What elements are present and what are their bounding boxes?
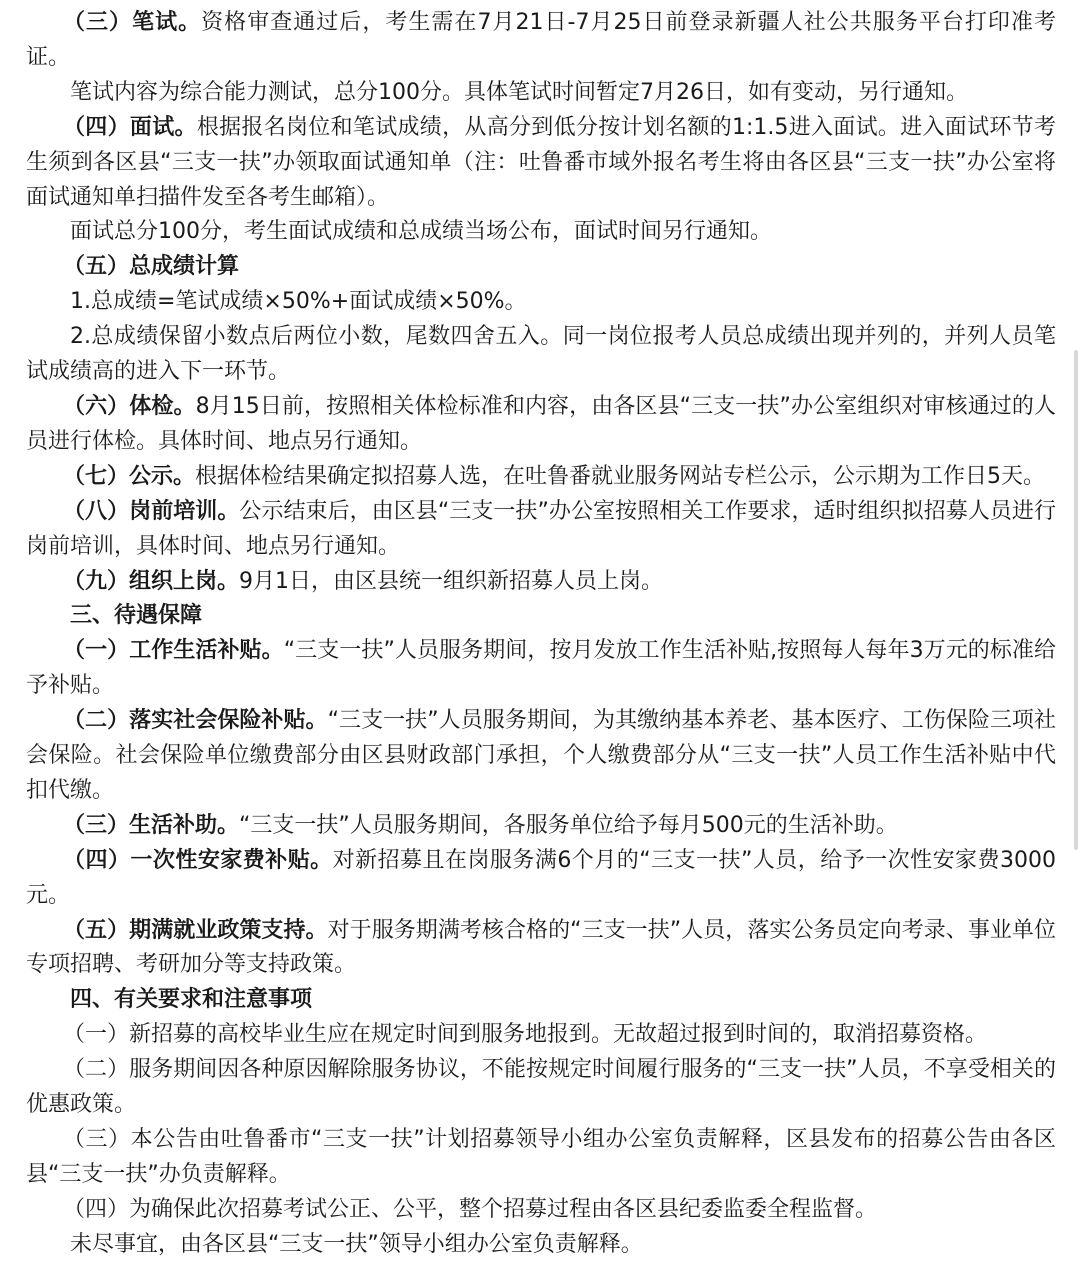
section-total-score [26, 250, 1056, 285]
paragraph-employment-support [26, 914, 1056, 984]
paragraph-exam-content [26, 76, 1056, 111]
paragraph-heading: （五）期满就业政策支持。 [63, 917, 328, 943]
section-heading: 四、有关要求和注意事项 [70, 987, 313, 1013]
paragraph-written-exam [26, 6, 1056, 76]
paragraph-text: 根据报名岗位和笔试成绩，从高分到低分按计划名额的1:1.5进入面试。进入面试环节考生须到各区县“三支一扶”办领取面试通知单（注：吐鲁番市域外报名考生将由各区县“三支一扶”办公室将面试通知单扫描件发至各考生邮箱）。 [26, 114, 1056, 210]
paragraph-heading: （三）笔试。 [63, 10, 202, 35]
paragraph-publicity [26, 460, 1056, 495]
section-heading: 三、待遇保障 [70, 603, 203, 629]
paragraph-text: 公示结束后，由区县“三支一扶”办公室按照相关工作要求，适时组织拟招募人员进行岗前培训，具体时间、地点另行通知。 [26, 498, 1056, 559]
paragraph-text: 9月1日，由区县统一组织新招募人员上岗。 [239, 568, 664, 594]
paragraph-settlement-allowance [26, 844, 1056, 914]
paragraph-text: 1.总成绩=笔试成绩×50%+面试成绩×50%。 [70, 289, 527, 315]
paragraph-heading: （二）落实社会保险补贴。 [63, 708, 328, 734]
paragraph-text: （二）服务期间因各种原因解除服务协议，不能按规定时间履行服务的“三支一扶”人员，不享受相关的优惠政策。 [26, 1057, 1056, 1118]
paragraph-living-allowance [26, 809, 1056, 844]
paragraph-text: “三支一扶”人员服务期间，为其缴纳基本养老、基本医疗、工伤保险三项社会保险。社会保险单位缴费部分由区县财政部门承担，个人缴费部分从“三支一扶”人员工作生活补贴中代扣代缴。 [26, 708, 1056, 803]
paragraph-interview [26, 111, 1056, 216]
paragraph-requirement-2 [26, 1053, 1056, 1123]
paragraph-score-formula [26, 285, 1056, 320]
paragraph-heading: （四）面试。 [63, 114, 197, 140]
paragraph-text: 笔试内容为综合能力测试，总分100分。具体笔试时间暂定7月26日，如有变动，另行通知。 [70, 79, 968, 105]
paragraph-text: （四）为确保此次招募考试公正、公平，整个招募过程由各区县纪委监委全程监督。 [63, 1196, 878, 1222]
paragraph-heading: （六）体检。 [63, 393, 196, 419]
paragraph-text: 2.总成绩保留小数点后两位小数，尾数四舍五入。同一岗位报考人员总成绩出现并列的，并列人员笔试成绩高的进入下一环节。 [26, 324, 1056, 385]
paragraph-text: （一）新招募的高校毕业生应在规定时间到服务地报到。无故超过报到时间的，取消招募资格。 [63, 1022, 988, 1048]
paragraph-heading: （九）组织上岗。 [63, 568, 240, 594]
paragraph-text: 面试总分100分，考生面试成绩和总成绩当场公布，面试时间另行通知。 [70, 219, 772, 245]
section-requirements [26, 983, 1056, 1018]
paragraph-social-insurance [26, 704, 1056, 809]
paragraph-heading: （五）总成绩计算 [63, 254, 240, 280]
paragraph-pre-job-training [26, 495, 1056, 565]
paragraph-closing [26, 1228, 1056, 1263]
paragraph-heading: （八）岗前培训。 [63, 498, 240, 524]
paragraph-text: 对于服务期满考核合格的“三支一扶”人员，落实公务员定向考录、事业单位专项招聘、考研加分等支持政策。 [26, 917, 1056, 978]
paragraph-heading: （一）工作生活补贴。 [63, 638, 284, 664]
paragraph-text: 8月15日前，按照相关体检标准和内容，由各区县“三支一扶”办公室组织对审核通过的人员进行体检。具体时间、地点另行通知。 [26, 393, 1056, 454]
paragraph-requirement-1 [26, 1018, 1056, 1053]
paragraph-text: 资格审查通过后，考生需在7月21日-7月25日前登录新疆人社公共服务平台打印准考证。 [26, 10, 1056, 70]
paragraph-interview-score [26, 215, 1056, 250]
section-benefits [26, 599, 1056, 634]
paragraph-heading: （七）公示。 [63, 463, 196, 489]
paragraph-text: 未尽事宜，由各区县“三支一扶”领导小组办公室负责解释。 [70, 1231, 643, 1257]
paragraph-text: “三支一扶”人员服务期间，各服务单位给予每月500元的生活补助。 [239, 812, 898, 838]
paragraph-text: 根据体检结果确定拟招募人选，在吐鲁番就业服务网站专栏公示，公示期为工作日5天。 [195, 463, 1046, 489]
paragraph-score-rounding [26, 320, 1056, 390]
paragraph-text: （三）本公告由吐鲁番市“三支一扶”计划招募领导小组办公室负责解释，区县发布的招募公告由各区县“三支一扶”办负责解释。 [26, 1127, 1056, 1187]
paragraph-requirement-3 [26, 1123, 1056, 1193]
paragraph-text: 对新招募且在岗服务满6个月的“三支一扶”人员，给予一次性安家费3000元。 [26, 847, 1056, 908]
paragraph-requirement-4 [26, 1193, 1056, 1228]
paragraph-text: “三支一扶”人员服务期间，按月发放工作生活补贴,按照每人每年3万元的标准给予补贴。 [26, 638, 1056, 699]
document-body [26, 6, 1056, 1263]
paragraph-heading: （三）生活补助。 [63, 812, 240, 838]
scrollbar-thumb[interactable] [1074, 350, 1078, 850]
paragraph-medical-exam [26, 390, 1056, 460]
paragraph-onboarding [26, 565, 1056, 600]
paragraph-living-subsidy [26, 634, 1056, 704]
paragraph-heading: （四）一次性安家费补贴。 [63, 847, 333, 873]
